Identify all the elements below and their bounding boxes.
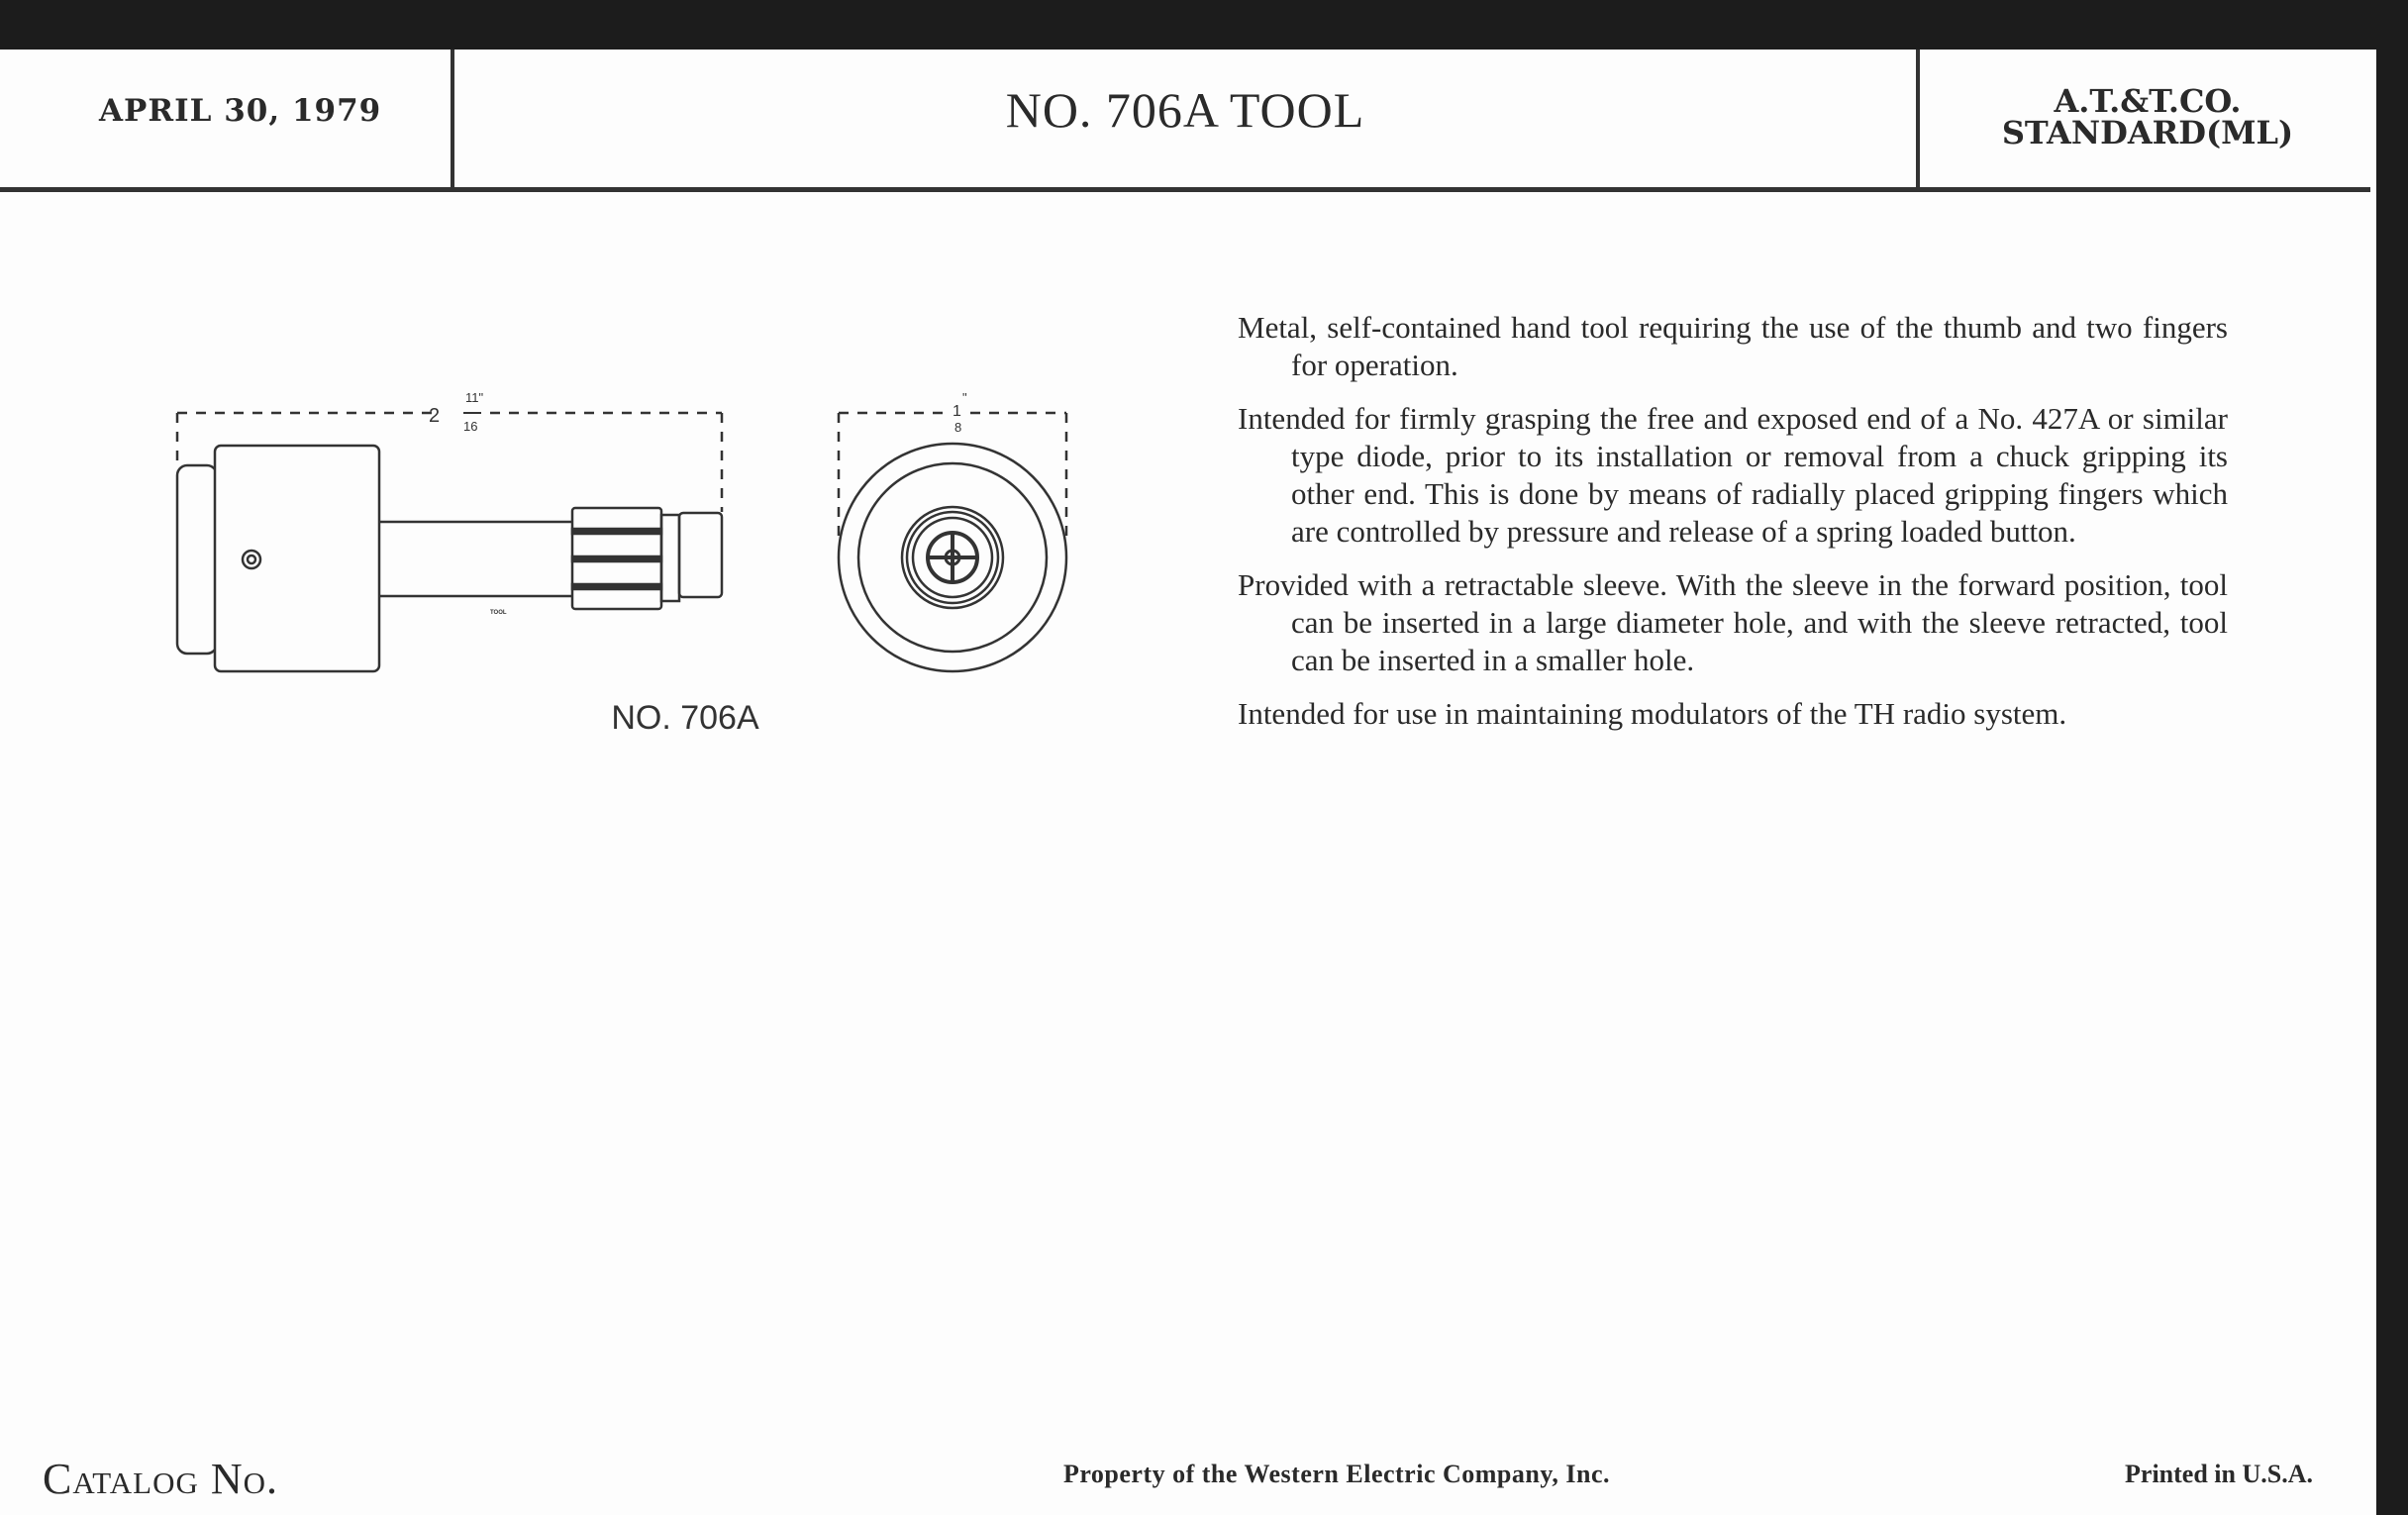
description-paragraph: Provided with a retractable sleeve. With the sleeve in the forward position, tool can be inserted in a large diameter hole, and with the sleeve retracted, tool can be inserted in a smaller hole. bbox=[1238, 567, 2228, 677]
property-notice: Property of the Western Electric Company, Inc. bbox=[1062, 1460, 1611, 1488]
tool-marking: TOOL bbox=[490, 610, 507, 616]
description-paragraph: Intended for firmly grasping the free and exposed end of a No. 427A or similar type diode, prior to its installation or removal from a chuck gripping its other end. This is done by means of radially placed gripping fingers which are controlled by pressure and release of a spring loaded button. bbox=[1238, 401, 2228, 549]
scan-border-top bbox=[0, 0, 2408, 50]
knurl-groove bbox=[572, 584, 661, 589]
diameter-denominator: 8 bbox=[954, 420, 962, 435]
tool-side-view bbox=[177, 446, 722, 671]
length-whole: 2 bbox=[429, 405, 441, 427]
header-rule bbox=[0, 187, 2370, 192]
knurl-groove bbox=[572, 529, 661, 534]
issue-date: APRIL 30, 1979 bbox=[99, 93, 382, 129]
header-divider bbox=[1916, 50, 1920, 188]
description bbox=[1238, 309, 2228, 749]
standard-label bbox=[1922, 82, 2373, 152]
standard-line-2: STANDARD(ML) bbox=[2001, 114, 2294, 152]
diameter-numerator: " bbox=[962, 390, 967, 405]
length-denominator: 16 bbox=[463, 419, 478, 434]
page-title: NO. 706A TOOL bbox=[1005, 82, 1365, 138]
tool-end-view bbox=[839, 444, 1066, 671]
standard-line-1: A.T.&T.CO. bbox=[2054, 82, 2242, 120]
scan-border-right bbox=[2376, 0, 2408, 1515]
length-numerator: 11" bbox=[465, 390, 484, 405]
printed-in-label: Printed in U.S.A. bbox=[2125, 1460, 2313, 1488]
catalog-number-label: Catalog No. bbox=[43, 1455, 279, 1503]
knurl-groove bbox=[572, 556, 661, 561]
drawing-caption: NO. 706A bbox=[611, 699, 759, 737]
tool-drawing bbox=[149, 366, 1089, 743]
description-paragraph: Intended for use in maintaining modulators of the TH radio system. bbox=[1238, 696, 2067, 731]
diameter-whole: 1 bbox=[953, 403, 961, 420]
description-paragraph: Metal, self-contained hand tool requiring the use of the thumb and two fingers for operation. bbox=[1238, 310, 2228, 382]
